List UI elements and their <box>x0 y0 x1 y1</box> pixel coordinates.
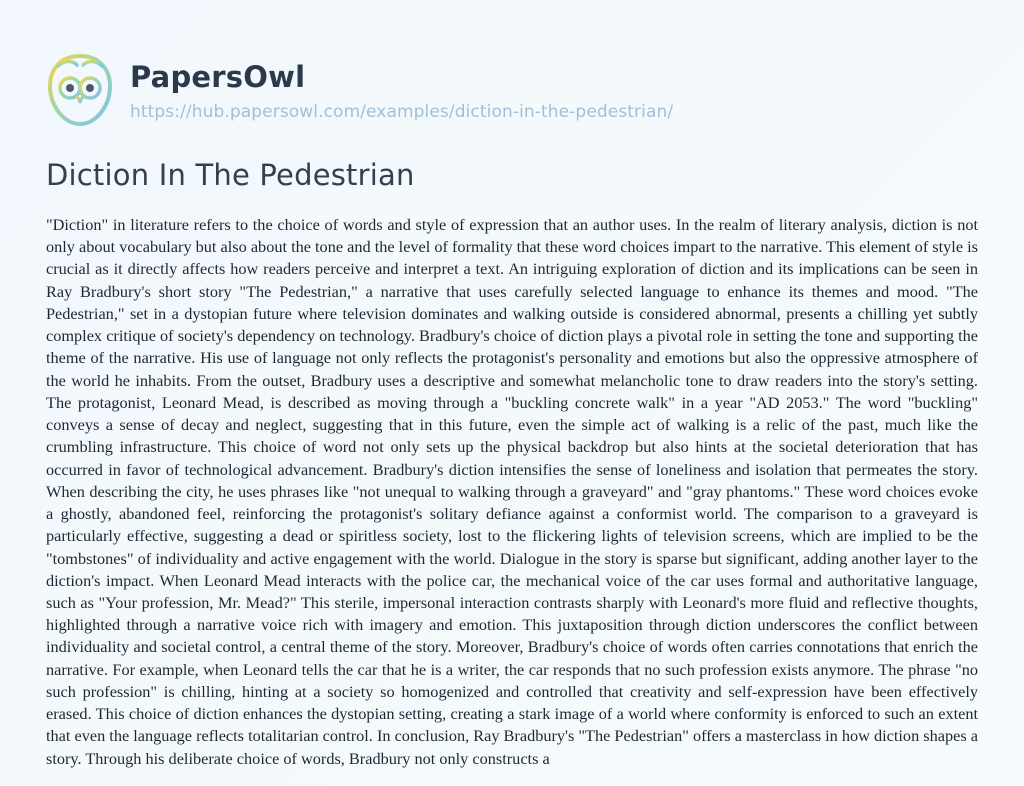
site-header <box>0 0 1024 128</box>
article-content <box>0 128 1024 770</box>
page-url[interactable]: https://hub.papersowl.com/examples/diction-in-the-pedestrian/ <box>130 102 674 123</box>
article-body: "Diction" in literature refers to the choice of words and style of expression that an author uses. In the realm of literary analysis, diction is not only about vocabulary but also about the tone and the level of formality that these word choices impart to the narrative. This element of style is crucial as it directly affects how readers perceive and interpret a text. An intriguing exploration of diction and its implications can be seen in Ray Bradbury's short story "The Pedestrian," a narrative that uses carefully selected language to enhance its themes and mood. "The Pedestrian," set in a dystopian future where television dominates and walking outside is considered abnormal, presents a chilling yet subtly complex critique of society's dependency on technology. Bradbury's choice of diction plays a pivotal role in setting the tone and supporting the theme of the narrative. His use of language not only reflects the protagonist's personality and emotions but also the oppressive atmosphere of the world he inhabits. From the outset, Bradbury uses a descriptive and somewhat melancholic tone to draw readers into the story's setting. The protagonist, Leonard Mead, is described as moving through a "buckling concrete walk" in a year "AD 2053." The word "buckling" conveys a sense of decay and neglect, suggesting that in this future, even the simple act of walking is a relic of the past, much like the crumbling infrastructure. This choice of word not only sets up the physical backdrop but also hints at the societal deterioration that has occurred in favor of technological advancement. Bradbury's diction intensifies the sense of loneliness and isolation that permeates the story. When describing the city, he uses phrases like "not unequal to walking through a graveyard" and "gray phantoms." These word choices evoke a ghostly, abandoned feel, reinforcing the protagonist's solitary defiance against a conformist world. The comparison to a graveyard is particularly effective, suggesting a dead or spiritless society, lost to the flickering lights of television screens, which are implied to be the "tombstones" of individuality and active engagement with the world. Dialogue in the story is sparse but significant, adding another layer to the diction's impact. When Leonard Mead interacts with the police car, the mechanical voice of the car uses formal and authoritative language, such as "Your profession, Mr. Mead?" This sterile, impersonal interaction contrasts sharply with Leonard's more fluid and reflective thoughts, highlighted through a narrative voice rich with imagery and emotion. This juxtaposition through diction underscores the conflict between individuality and societal control, a central theme of the story. Moreover, Bradbury's choice of words often carries connotations that enrich the narrative. For example, when Leonard tells the car that he is a writer, the car responds that no such profession exists anymore. The phrase "no such profession" is chilling, hinting at a society so homogenized and controlled that creativity and self-expression have been effectively erased. This choice of diction enhances the dystopian setting, creating a stark image of a world where conformity is enforced to such an extent that even the language reflects totalitarian control. In conclusion, Ray Bradbury's "The Pedestrian" offers a masterclass in how diction shapes a story. Through his deliberate choice of words, Bradbury not only constructs a <box>46 215 978 768</box>
brand-block <box>130 58 673 123</box>
page-title: Diction In The Pedestrian <box>46 158 415 192</box>
owl-logo-icon <box>44 52 116 128</box>
brand-name: PapersOwl <box>130 59 306 94</box>
